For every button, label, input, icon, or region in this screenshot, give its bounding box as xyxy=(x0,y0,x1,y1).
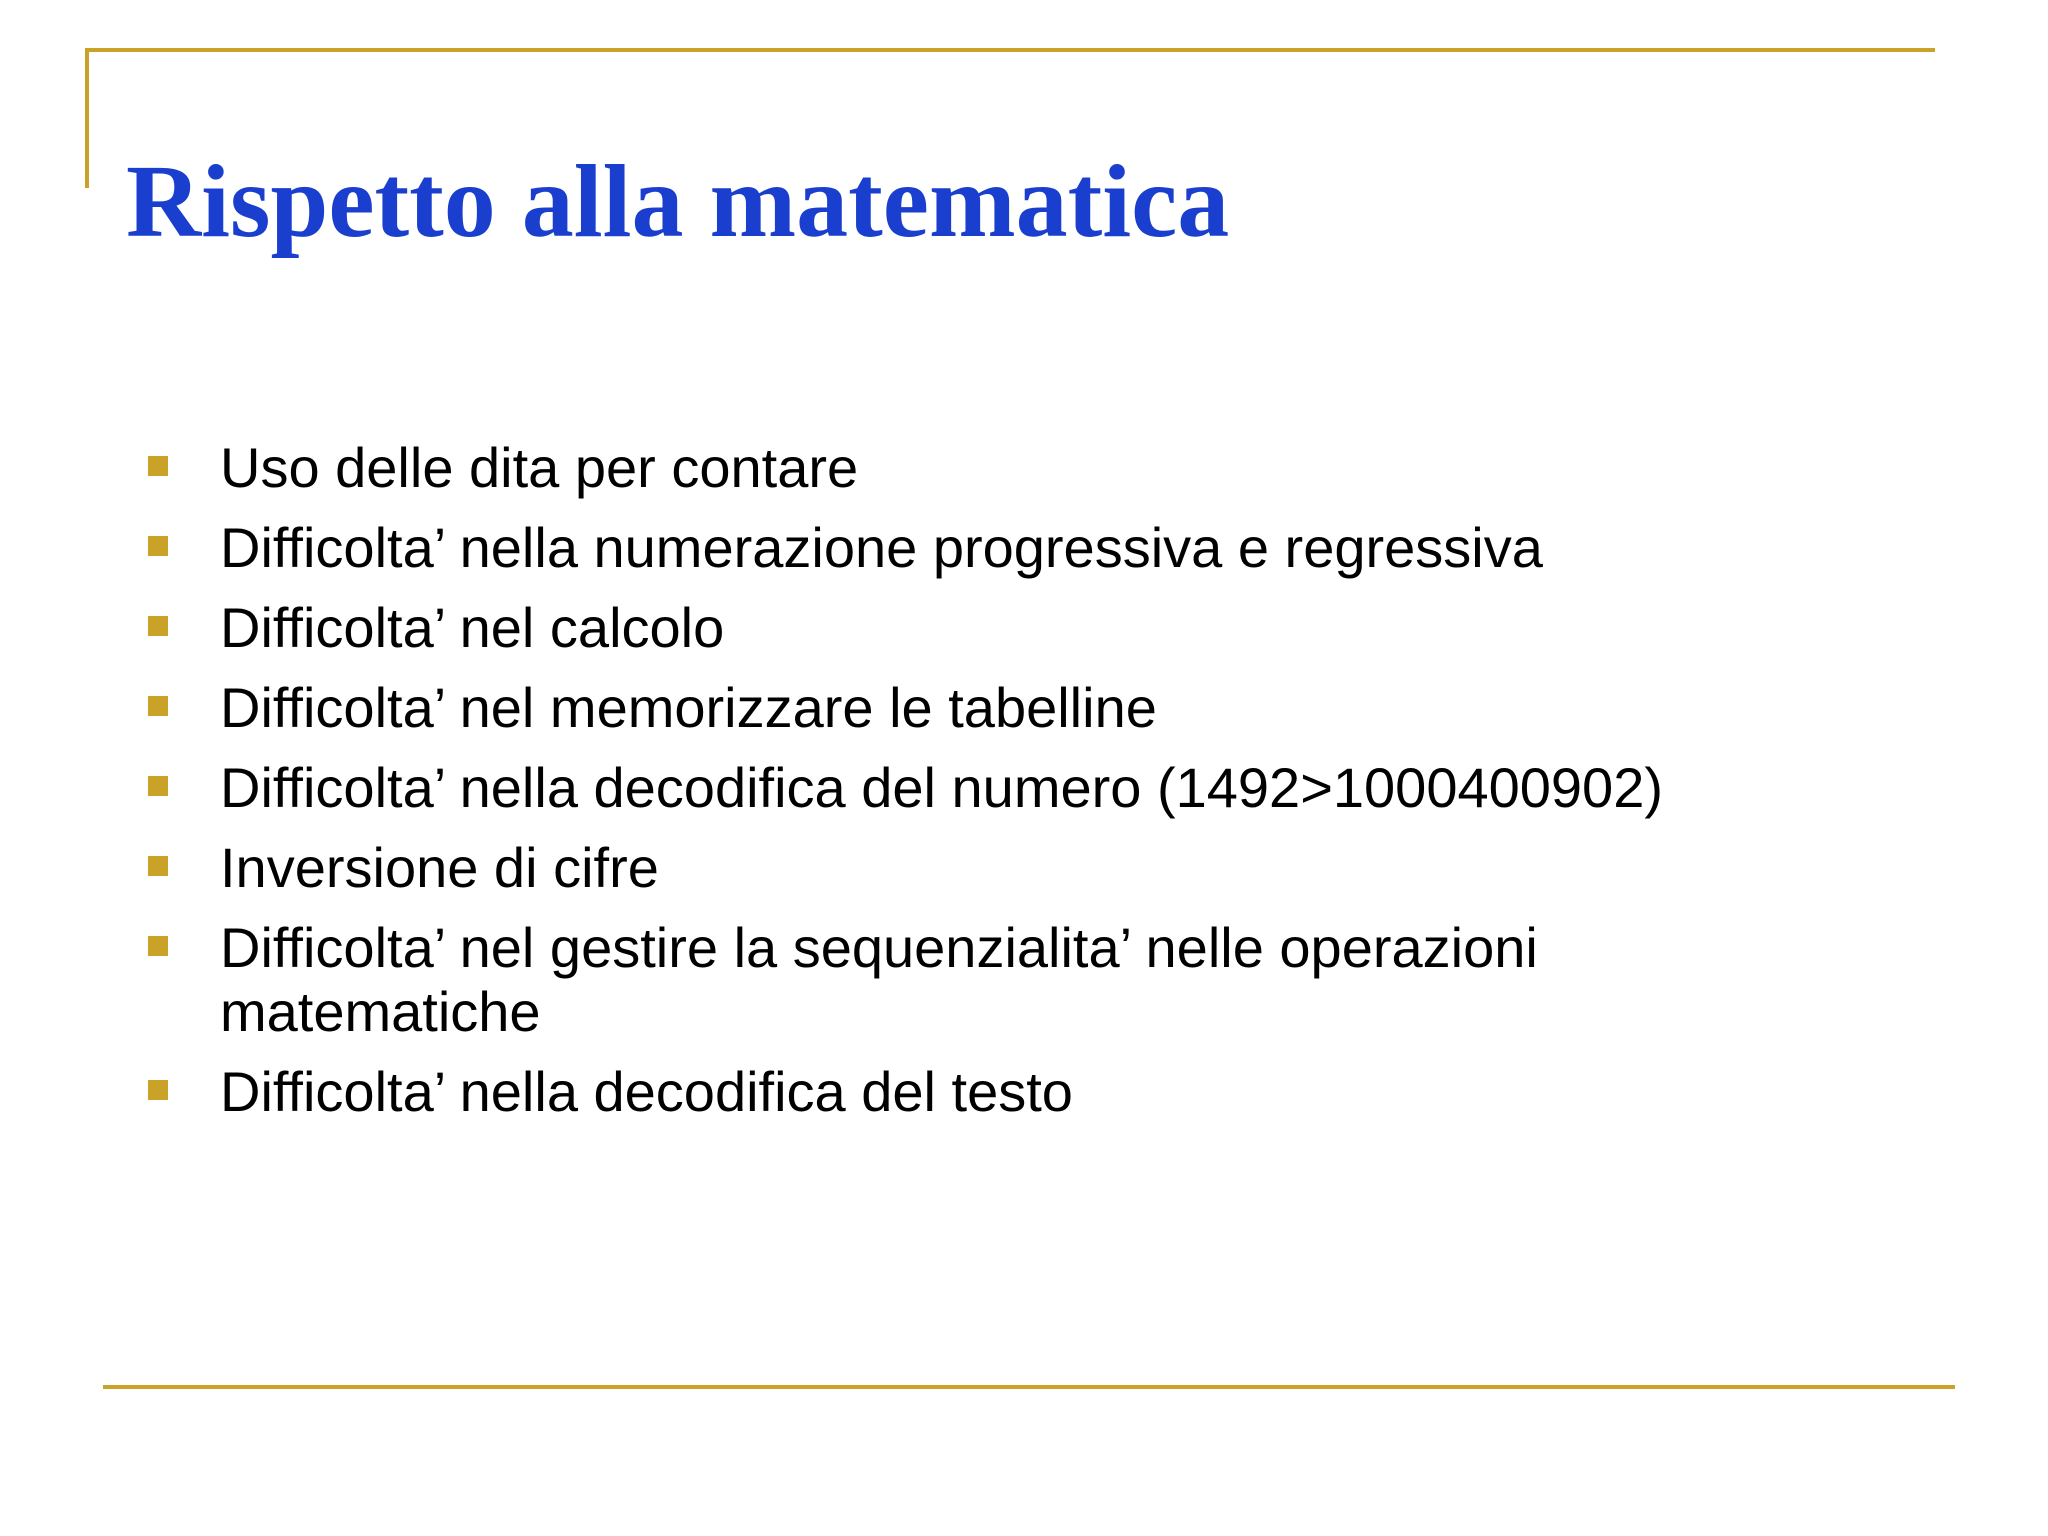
square-bullet-icon xyxy=(148,1080,168,1100)
square-bullet-icon xyxy=(148,776,168,796)
frame-left-line xyxy=(85,48,89,188)
bullet-text: Difficolta’ nella numerazione progressiva e regressiva xyxy=(220,516,1543,579)
square-bullet-icon xyxy=(148,856,168,876)
bullet-item xyxy=(140,676,1940,740)
bullet-text: Difficolta’ nella decodifica del numero (1492>1000400902) xyxy=(220,756,1663,819)
bullet-item xyxy=(140,516,1940,580)
bullet-item xyxy=(140,836,1940,900)
bullet-item xyxy=(140,756,1940,820)
bullet-item xyxy=(140,916,1820,1044)
bullet-text: Difficolta’ nella decodifica del testo xyxy=(220,1060,1073,1123)
bullet-text: Inversione di cifre xyxy=(220,836,659,899)
bullet-list xyxy=(140,436,1940,1140)
frame-bottom-line xyxy=(103,1385,1955,1389)
bullet-item xyxy=(140,596,1940,660)
square-bullet-icon xyxy=(148,616,168,636)
slide-title: Rispetto alla matematica xyxy=(126,144,1230,259)
square-bullet-icon xyxy=(148,936,168,956)
square-bullet-icon xyxy=(148,456,168,476)
bullet-item xyxy=(140,436,1940,500)
frame-top-line xyxy=(85,48,1935,52)
bullet-item xyxy=(140,1060,1940,1124)
square-bullet-icon xyxy=(148,696,168,716)
bullet-text: Difficolta’ nel memorizzare le tabelline xyxy=(220,676,1157,739)
bullet-text: Uso delle dita per contare xyxy=(220,436,859,499)
square-bullet-icon xyxy=(148,536,168,556)
bullet-text: Difficolta’ nel gestire la sequenzialita’ nelle operazioni matematiche xyxy=(220,916,1538,1043)
bullet-text: Difficolta’ nel calcolo xyxy=(220,596,725,659)
